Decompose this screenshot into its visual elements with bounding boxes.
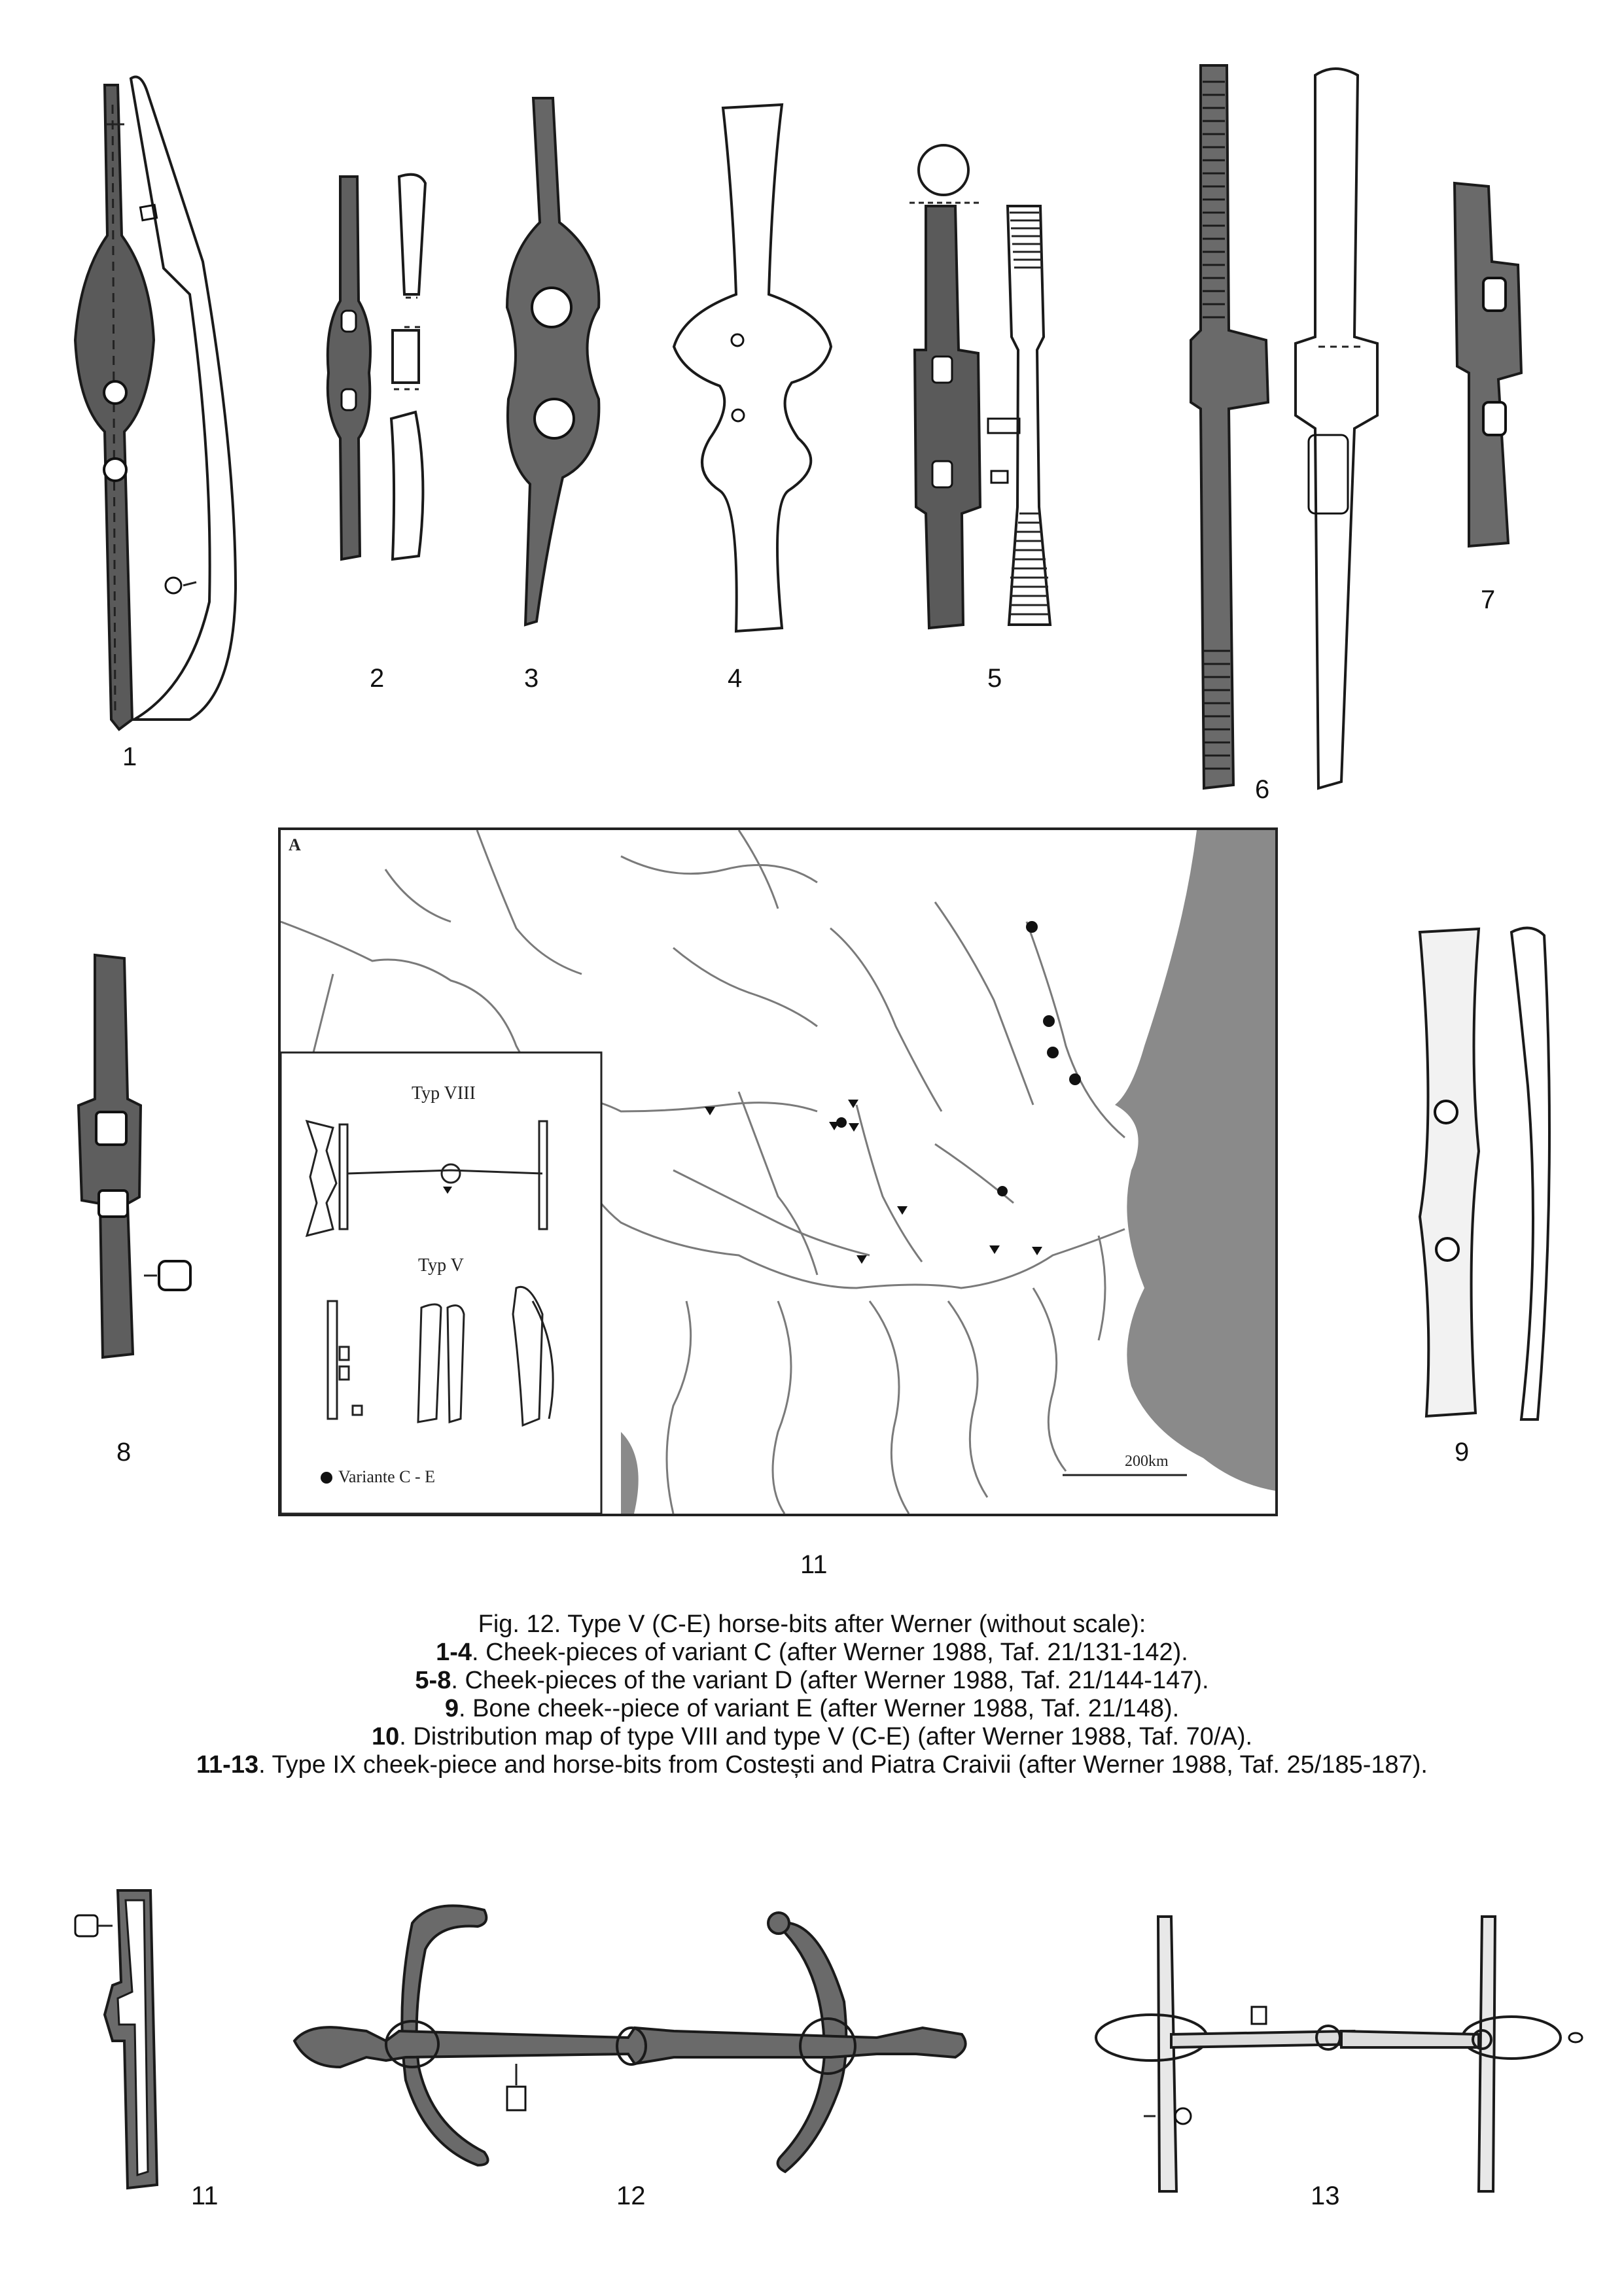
- cheek-piece-2-drawing: [321, 164, 438, 569]
- cheek-piece-3-drawing: [494, 92, 625, 641]
- cheek-piece-6-drawing: [1178, 62, 1413, 801]
- figure-caption: [0, 1610, 1624, 1779]
- cheek-piece-5-drawing: [890, 141, 1086, 651]
- horse-bit-13-drawing: [1080, 1897, 1590, 2198]
- cheek-piece-1-drawing: [59, 65, 255, 746]
- figure-number-13: 13: [1311, 2182, 1340, 2210]
- caption-line-3: 9. Bone cheek--piece of variant E (after Werner 1988, Taf. 21/148).: [444, 1695, 1180, 1722]
- caption-line-2: 5-8. Cheek-pieces of the variant D (after Werner 1988, Taf. 21/144-147).: [415, 1667, 1209, 1694]
- figure-number-7: 7: [1481, 585, 1496, 614]
- figure-number-5: 5: [987, 664, 1002, 693]
- figure-number-4: 4: [728, 664, 743, 693]
- caption-line-1: 1-4. Cheek-pieces of variant C (after Werner 1988, Taf. 21/131-142).: [436, 1639, 1188, 1666]
- figure-number-1: 1: [122, 742, 137, 771]
- figure-number-9: 9: [1455, 1438, 1470, 1467]
- cheek-piece-8-drawing: [62, 948, 213, 1367]
- horse-bit-12-drawing: [268, 1897, 1001, 2191]
- caption-title: Fig. 12. Type V (C-E) horse-bits after Werner (without scale):: [478, 1610, 1146, 1638]
- figure-number-2: 2: [370, 664, 385, 693]
- legend-variante: Variante C - E: [338, 1467, 436, 1486]
- bone-cheek-piece-9-drawing: [1400, 922, 1570, 1433]
- figure-number-6: 6: [1255, 775, 1270, 804]
- figure-number-11-bottom: 11: [191, 2182, 219, 2210]
- figure-number-3: 3: [524, 664, 539, 693]
- map-corner-letter: A: [289, 835, 301, 854]
- caption-line-5: 11-13. Type IX cheek-piece and horse-bits from Costești and Piatra Craivii (after Werner 1988, Taf. 25/185-187).: [196, 1751, 1428, 1779]
- map-scale-label: 200km: [1125, 1453, 1169, 1470]
- figure-number-map: 11: [800, 1550, 828, 1579]
- caption-line-4: 10. Distribution map of type VIII and type V (C-E) (after Werner 1988, Taf. 70/A).: [371, 1723, 1253, 1750]
- figure-number-12: 12: [616, 2182, 646, 2210]
- cheek-piece-11-drawing: [72, 1884, 216, 2198]
- cheek-piece-4-drawing: [658, 98, 854, 641]
- legend-typ-v: Typ V: [418, 1255, 464, 1276]
- figure-number-8: 8: [116, 1438, 132, 1467]
- distribution-map: [278, 827, 1278, 1516]
- legend-typ-viii: Typ VIII: [412, 1083, 476, 1104]
- cheek-piece-7-drawing: [1443, 177, 1547, 556]
